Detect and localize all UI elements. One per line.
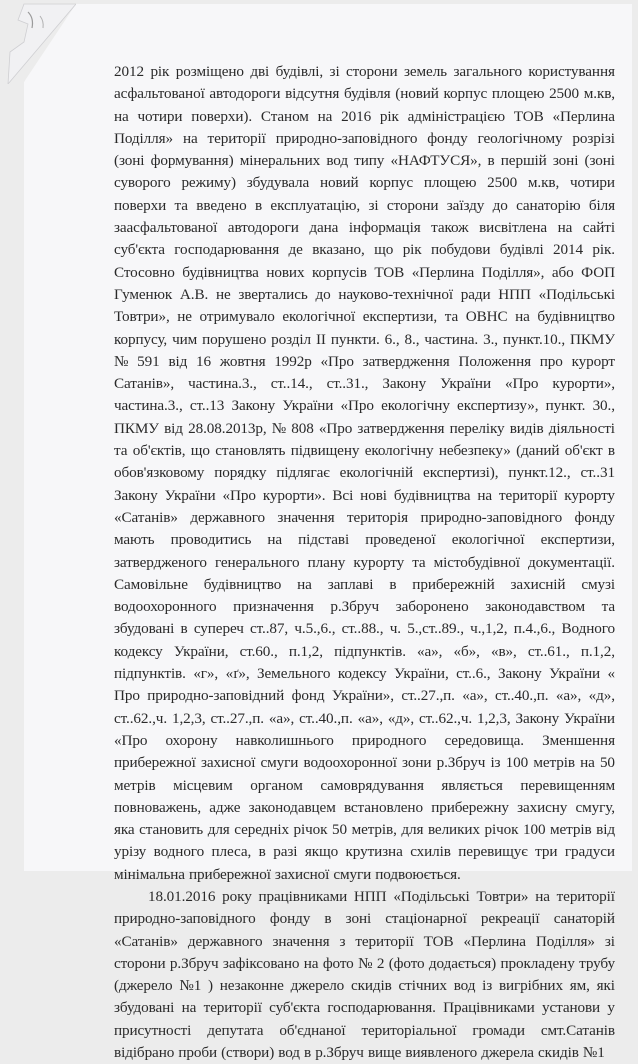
text-line: асфальтованої автодороги відсутня будівля (новий корпус площею 2500 м.кв, (114, 85, 615, 103)
text-line: суворого режиму) збудувала новий корпус площею 2500 м.кв, чотири (114, 174, 615, 192)
text-line: сторони р.Збруч зафіксовано на фото № 2 (фото додається) прокладену трубу (114, 954, 615, 972)
text-line: кодексу України, ст.60., п.1,2, підпунктів. «а», «б», «в», ст..61., п.1,2, (114, 642, 615, 660)
text-line: (зоні формування) мінеральних вод типу «НАФТУСЯ», в першій зоні (зоні (114, 152, 615, 170)
text-line: 18.01.2016 року працівниками НПП «Подільські Товтри» на території (148, 887, 615, 905)
text-line: суб'єкта господарювання де вказано, що рік побудови будівлі 2014 рік. (114, 241, 615, 259)
paragraph (114, 61, 615, 886)
text-line: «Про охорону навколишнього природного середовища. Зменшення (114, 731, 615, 749)
text-line: Самовільне будівництво на заплаві в прибережній захисній смузі (114, 575, 615, 593)
text-line: відібрано проби (створи) вод в р.Збруч вище виявленого джерела скидів №1 (114, 1044, 605, 1062)
text-line: метрів місцевим органом самоврядування являється перевищенням (114, 776, 615, 794)
document-body (114, 61, 615, 1064)
text-line: урізу водного плеса, в разі якщо крутизна схилів перевищує три градуси (114, 843, 615, 861)
text-line: присутності депутата об'єднаної територіальної громади смт.Сатанів (114, 1021, 615, 1039)
text-line: прибережної захисної смуги водоохоронної зони р.Збруч із 100 метрів на 50 (114, 754, 615, 772)
text-line: яка становить для середніх річок 50 метрів, для великих річок 100 метрів від (114, 821, 615, 839)
text-line: 2012 рік розміщено дві будівлі, зі сторони земель загального користування (114, 63, 615, 80)
text-line: збудовані на території суб'єкта господарювання. Працівниками установи у (114, 999, 615, 1017)
text-line: Товтри», не отримувало екологічної експертизи, та ОВНС на будівництво (114, 308, 615, 326)
text-line: корпусу, чим порушено розділ II пункти. 6., 8., частина. 3., пункт.10., ПКМУ (114, 330, 615, 348)
text-line: Поділля» на території природно-заповідного фонду геологічному розрізі (114, 129, 615, 147)
text-line: ПКМУ від 28.08.2013р, № 808 «Про затвердження переліку видів діяльності (114, 419, 615, 437)
text-line: обов'язковому порядку підлягає екологічній експертизі), пункт.12., ст..31 (114, 464, 615, 482)
text-line: підпунктів. «г», «ґ», Земельного кодексу України, ст..6., Закону України « (114, 665, 615, 683)
text-line: поверхи та введено в експлуатацію, зі сторони заїзду до санаторію біля (114, 196, 615, 214)
text-line: заасфальтованої автодороги дана інформація також висвітлена на сайті (114, 219, 615, 237)
text-line: «Сатанів» державного значення територія природно-заповідного фонду (114, 508, 615, 526)
text-line: Стосовно будівництва нових корпусів ТОВ «Перлина Поділля», або ФОП (114, 263, 615, 281)
text-line: повноважень, адже законодавцем встановлено прибережну захисну смугу, (114, 798, 615, 816)
text-line: № 591 від 16 жовтня 1992р «Про затвердження Положення про курорт (114, 352, 615, 370)
text-line: Гуменюк А.В. не звертались до науково-технічної ради НПП «Подільські (114, 285, 615, 303)
paragraph (114, 886, 615, 1064)
text-line: Закону України «Про курорти». Всі нові будівництва на території курорту (114, 486, 615, 504)
text-line: (джерело №1 ) незаконне джерело скидів стічних вод із вигрібних ям, які (114, 977, 615, 995)
text-line: водоохоронного призначення р.Збруч заборонено законодавством та (114, 598, 615, 616)
text-line: природно-заповідного фонду в зоні стаціонарної рекреації санаторій (114, 910, 615, 928)
text-line: затвердженого генерального плану курорту та містобудівної документації. (114, 553, 615, 571)
text-line: мінімальна прибережної захисної смуги подвоюється. (114, 865, 461, 883)
text-line: частина.3., ст..13 Закону України «Про екологічну експертизу», пункт. 30., (114, 397, 615, 415)
text-line: ст..62.,ч. 1,2,3, ст..27.,п. «а», ст..40.,п. «а», «д», ст..62.,ч. 1,2,3, Закону України (114, 709, 615, 727)
text-line: на чотири поверхи). Станом на 2016 рік адміністрацією ТОВ «Перлина (114, 107, 615, 125)
text-line: мають проводитись на підставі проведеної екологічної експертизи, (114, 531, 615, 549)
text-line: «Сатанів» державного значення з території ТОВ «Перлина Поділля» зі (114, 932, 615, 950)
text-line: та об'єктів, що становлять підвищену екологічну небезпеку» (даний об'єкт в (114, 442, 615, 460)
text-line: збудовані в супереч ст..87, ч.5.,6., ст..88., ч. 5.,ст..89., ч.,1,2, п.4.,6., Водного (114, 620, 615, 638)
text-line: Про природно-заповідний фонд України», ст..27.,п. «а», ст..40.,п. «а», «д», (114, 687, 615, 705)
text-line: Сатанів», частина.3., ст..14., ст..31., Закону України «Про курорти», (114, 375, 615, 393)
